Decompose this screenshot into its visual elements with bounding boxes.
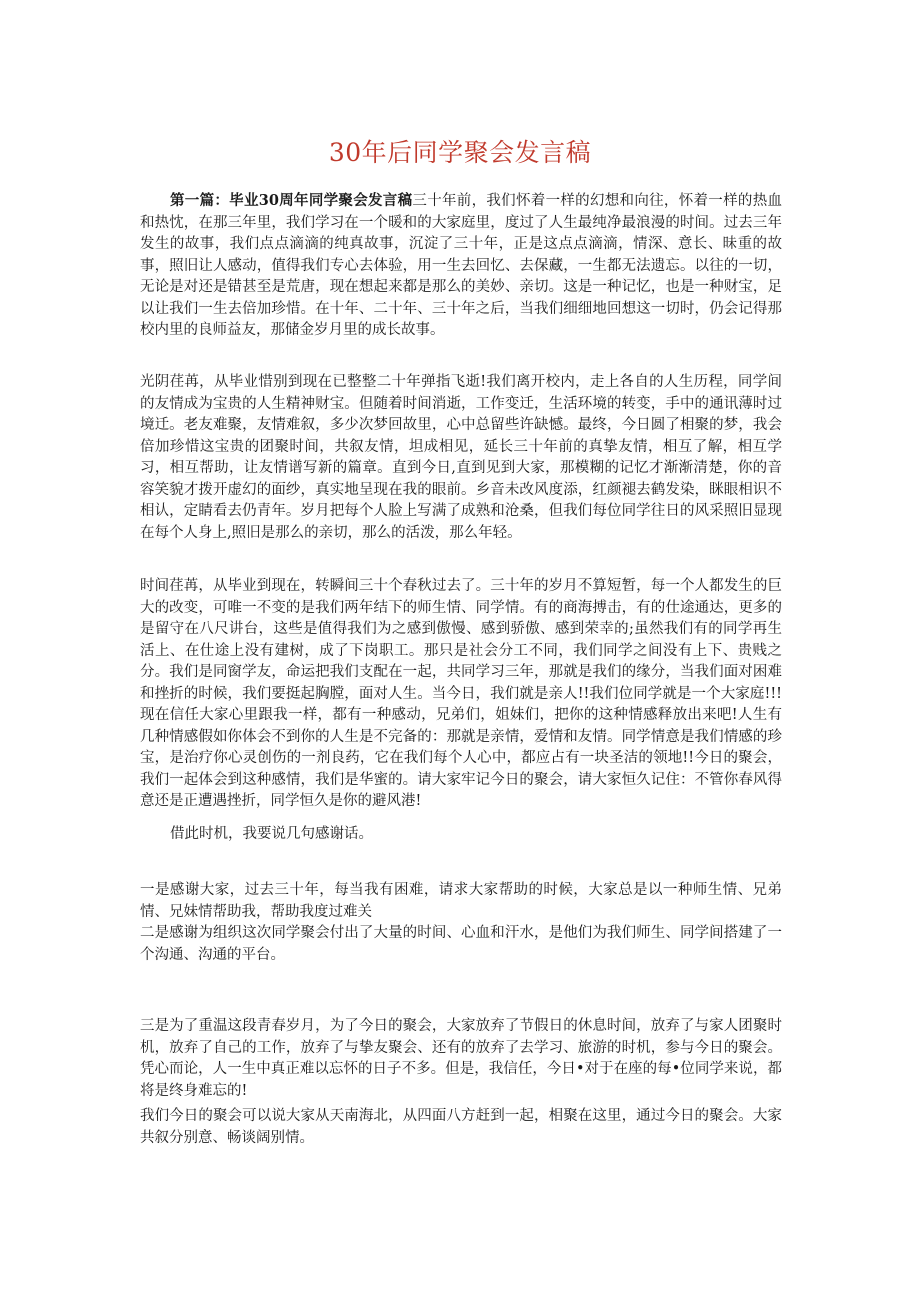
paragraph-3: 时间荏苒，从毕业到现在，转瞬间三十个春秋过去了。三十年的岁月不算短暂，每一个人都发生的巨大的改变，可唯一不变的是我们两年结下的师生情、同学情。有的商海搏击，有的仕途通达，更多的是留守在八尺讲台，这些是值得我们为之感到傲慢、感到骄傲、感到荣幸的;虽然我们有的同学再生活上、在仕途上没有建树，成了下岗职工。那只是社会分工不同，我们同学之间没有上下、贵贱之分。我们是同窗学友，命运把我们支配在一起，共同学习三年，那就是我们的缘分，当我们面对困难和挫折的时候，我们要挺起胸膛，面对人生。当今日，我们就是亲人!!我们位同学就是一个大家庭!!! 现在信任大家心里跟我一样，都有一种感动，兄弟们，姐妹们，把你的这种情感释放出来吧!人生有几种情感假如你体会不到你的人生是不完备的：那就是亲情，爱情和友情。同学情意是我们情感的珍宝，是治疗你心灵创伤的一剂良药，它在我们每个人心中，都应占有一块圣洁的领地!!今日的聚会，我们一起体会到这种感情，我们是华蜜的。请大家牢记今日的聚会，请大家恒久记住：不管你春风得意还是正遭遇挫折，同学恒久是你的避风港! <box>140 578 782 809</box>
paragraph-7: 我们今日的聚会可以说大家从天南海北，从四面八方赶到一起，相聚在这里，通过今日的聚会。大家共叙分别意、畅谈阔别情。 <box>140 1108 782 1146</box>
paragraph-4: 借此时机，我要说几句感谢话。 <box>170 826 373 842</box>
paragraph-1 <box>140 190 782 342</box>
paragraph-2: 光阴荏苒，从毕业惜别到现在已整整二十年弹指飞逝!我们离开校内，走上各自的人生历程，同学间的友情成为宝贵的人生精神财宝。但随着时间消逝，工作变迁，生活环境的转变，手中的通讯薄时过境迁。老友难聚，友情难叙，多少次梦回故里，心中总留些许缺憾。最终，今日圆了相聚的梦，我会倍加珍惜这宝贵的团聚时间，共叙友情，坦成相见，延长三十年前的真挚友情，相互了解，相互学习，相互帮助，让友情谱写新的篇章。直到今日,直到见到大家，那模糊的记忆才渐渐清楚，你的音容笑貌才拨开虚幻的面纱，真实地呈现在我的眼前。乡音未改风度添，红颜褪去鹤发染，眯眼相识不相认，定睛看去仍青年。岁月把每个人脸上写满了成熟和沧桑，但我们每位同学往日的风采照旧显现在每个人身上,照旧是那么的亲切，那么的活泼，那么年轻。 <box>140 374 782 541</box>
paragraph-6: 三是为了重温这段青春岁月，为了今日的聚会，大家放弃了节假日的休息时间，放弃了与家人团聚时机，放弃了自己的工作，放弃了与挚友聚会、还有的放弃了去学习、旅游的时机，参与今日的聚会。凭心而论，人一生中真正难以忘怀的日子不多。但是，我信任，今日•对于在座的每•位同学来说，都将是终身难忘的! <box>140 1018 782 1099</box>
paragraph-5-line-1: 一是感谢大家，过去三十年，每当我有困难，请求大家帮助的时候，大家总是以一种师生情、兄弟情、兄妹情帮助我，帮助我度过难关 <box>140 882 782 920</box>
paragraph-1-body: 三十年前，我们怀着一样的幻想和向往，怀着一样的热血和热忱，在那三年里，我们学习在一个暖和的大家庭里，度过了人生最纯净最浪漫的时间。过去三年发生的故事，我们点点滴滴的纯真故事，沉淀了三十年，正是这点点滴滴，情深、意长、昧重的故事，照旧让人感动，值得我们专心去体验，用一生去回忆、去保藏，一生都无法遗忘。以往的一切，无论是对还是错甚至是荒唐，现在想起来都是那么的美妙、亲切。这是一种记忆，也是一种财宝，足以让我们一生去倍加珍惜。在十年、二十年、三十年之后，当我们细细地回想这一切时，仍会记得那校内里的良师益友，那储金岁月里的成长故事。 <box>140 193 782 338</box>
paragraph-5-line-2: 二是感谢为组织这次同学聚会付出了大量的时间、心血和汗水，是他们为我们师生、同学间搭建了一个沟通、沟通的平台。 <box>140 925 782 963</box>
document-title: 30年后同学聚会发言稿 <box>328 138 592 167</box>
paragraph-1-heading: 第一篇：毕业30周年同学聚会发言稿 <box>170 192 413 209</box>
paragraph-5 <box>140 880 782 966</box>
